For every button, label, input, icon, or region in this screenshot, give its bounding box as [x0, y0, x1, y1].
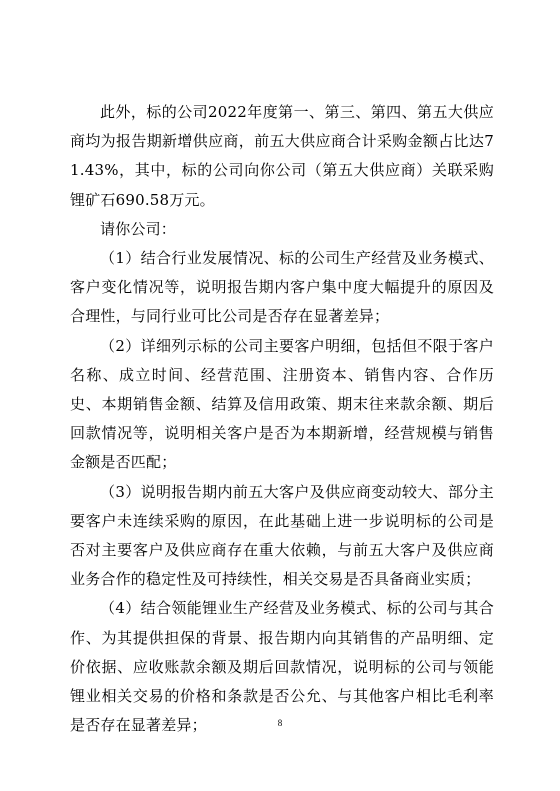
paragraph-question-4: （4）结合领能锂业生产经营及业务模式、标的公司与其合作、为其提供担保的背景、报告期内向其销售的产品明细、定价依据、应收账款余额及期后回款情况，说明标的公司与领能锂业相关交易的价格和条款是否公允、与其他客户相比毛利率是否存在显著差异； [70, 599, 494, 735]
paragraph-question-1: （1）结合行业发展情况、标的公司生产经营及业务模式、客户变化情况等，说明报告期内客户集中度大幅提升的原因及合理性，与同行业可比公司是否存在显著差异； [70, 249, 494, 326]
document-body [70, 98, 494, 740]
paragraph-supplier-info: 此外，标的公司2022年度第一、第三、第四、第五大供应商均为报告期新增供应商，前五大供应商合计采购金额占比达71.43%，其中，标的公司向你公司（第五大供应商）关联采购锂矿石690.58万元。 [70, 103, 494, 209]
paragraph-request-intro: 请你公司： [100, 219, 177, 238]
page-number: 8 [277, 718, 283, 728]
paragraph-question-3: （3）说明报告期内前五大客户及供应商变动较大、部分主要客户未连续采购的原因，在此基础上进一步说明标的公司是否对主要客户及供应商存在重大依赖，与前五大客户及供应商业务合作的稳定性及可持续性，相关交易是否具备商业实质； [70, 482, 494, 589]
paragraph-question-2: （2）详细列示标的公司主要客户明细，包括但不限于客户名称、成立时间、经营范围、注册资本、销售内容、合作历史、本期销售金额、结算及信用政策、期末往来款余额、期后回款情况等，说明相关客户是否为本期新增，经营规模与销售金额是否匹配； [70, 336, 494, 472]
